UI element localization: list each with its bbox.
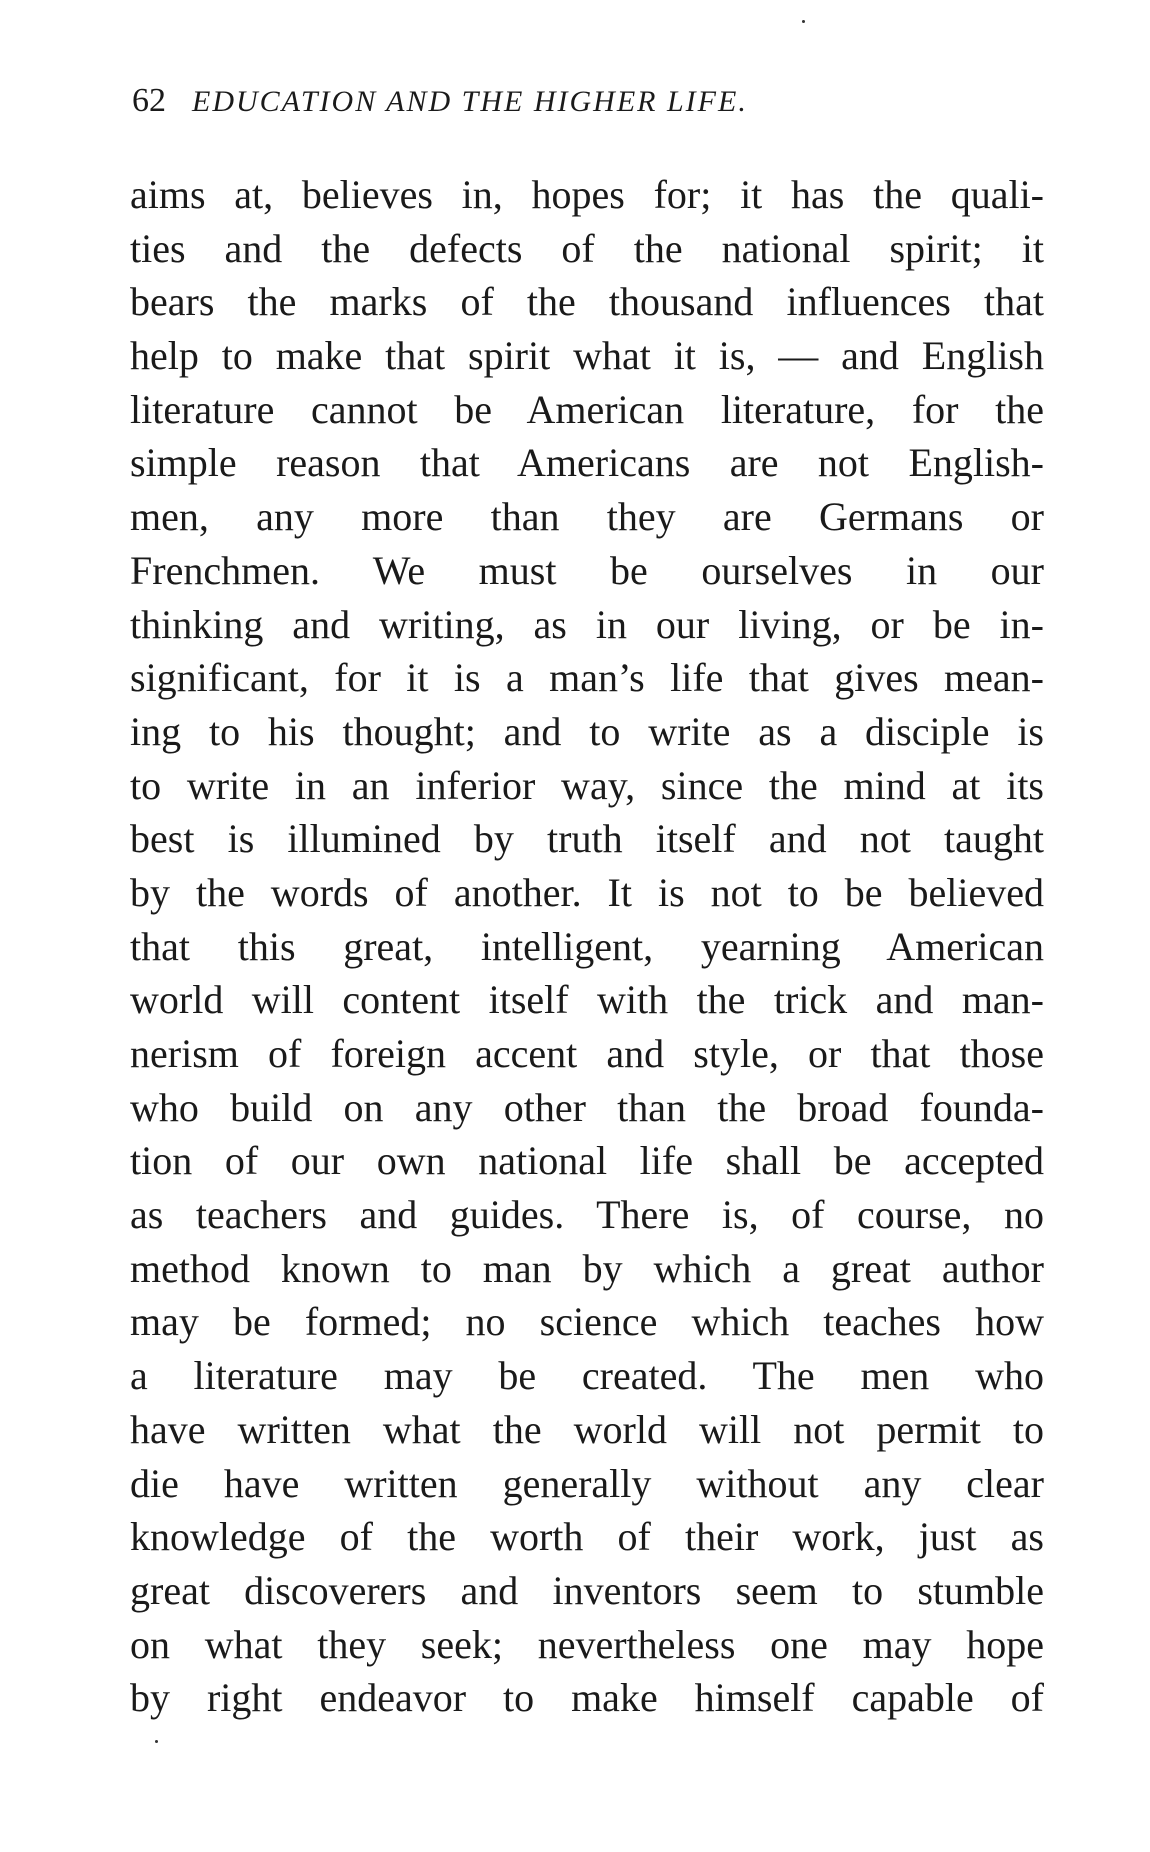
text-line: on what they seek; nevertheless one may hope	[130, 1621, 1044, 1667]
text-line: world will content itself with the trick and man-	[130, 977, 1044, 1023]
text-line: nerism of foreign accent and style, or that those	[130, 1031, 1044, 1076]
text-line: bears the marks of the thousand influences that	[130, 279, 1044, 325]
text-line: by right endeavor to make himself capable of	[130, 1675, 1044, 1721]
text-line: ties and the defects of the national spirit; it	[130, 225, 1044, 271]
text-line: tion of our own national life shall be accepted	[130, 1138, 1044, 1184]
text-line: thinking and writing, as in our living, or be in-	[130, 601, 1044, 647]
text-line: that this great, intelligent, yearning American	[130, 923, 1044, 969]
text-line: simple reason that Americans are not English-	[130, 440, 1044, 486]
body-text	[130, 168, 1044, 1725]
text-line: knowledge of the worth of their work, just as	[130, 1514, 1044, 1560]
text-line: Frenchmen. We must be ourselves in our	[130, 547, 1044, 593]
text-line: method known to man by which a great author	[130, 1245, 1044, 1291]
text-line: help to make that spirit what it is, — and English	[130, 333, 1044, 379]
text-line: as teachers and guides. There is, of course, no	[130, 1192, 1044, 1238]
text-line: to write in an inferior way, since the mind at its	[130, 762, 1044, 808]
print-speck	[802, 20, 805, 23]
text-line: best is illumined by truth itself and not taught	[130, 816, 1044, 862]
text-line: ing to his thought; and to write as a disciple is	[130, 708, 1044, 754]
text-line: men, any more than they are Germans or	[130, 494, 1044, 540]
text-line: literature cannot be American literature, for the	[130, 386, 1044, 432]
page-number: 62	[132, 82, 166, 119]
running-title: EDUCATION AND THE HIGHER LIFE.	[192, 85, 748, 118]
text-line: die have written generally without any clear	[130, 1460, 1044, 1506]
print-speck	[155, 1740, 158, 1743]
text-line: have written what the world will not permit to	[130, 1406, 1044, 1452]
text-line: great discoverers and inventors seem to stumble	[130, 1567, 1044, 1613]
text-line: who build on any other than the broad founda-	[130, 1084, 1044, 1130]
text-line: may be formed; no science which teaches how	[130, 1299, 1044, 1345]
text-line: aims at, believes in, hopes for; it has the quali-	[130, 172, 1044, 217]
text-line: by the words of another. It is not to be believed	[130, 869, 1044, 915]
text-line: a literature may be created. The men who	[130, 1353, 1044, 1399]
text-line: significant, for it is a man’s life that gives mean-	[130, 655, 1044, 701]
running-header	[132, 82, 1032, 132]
